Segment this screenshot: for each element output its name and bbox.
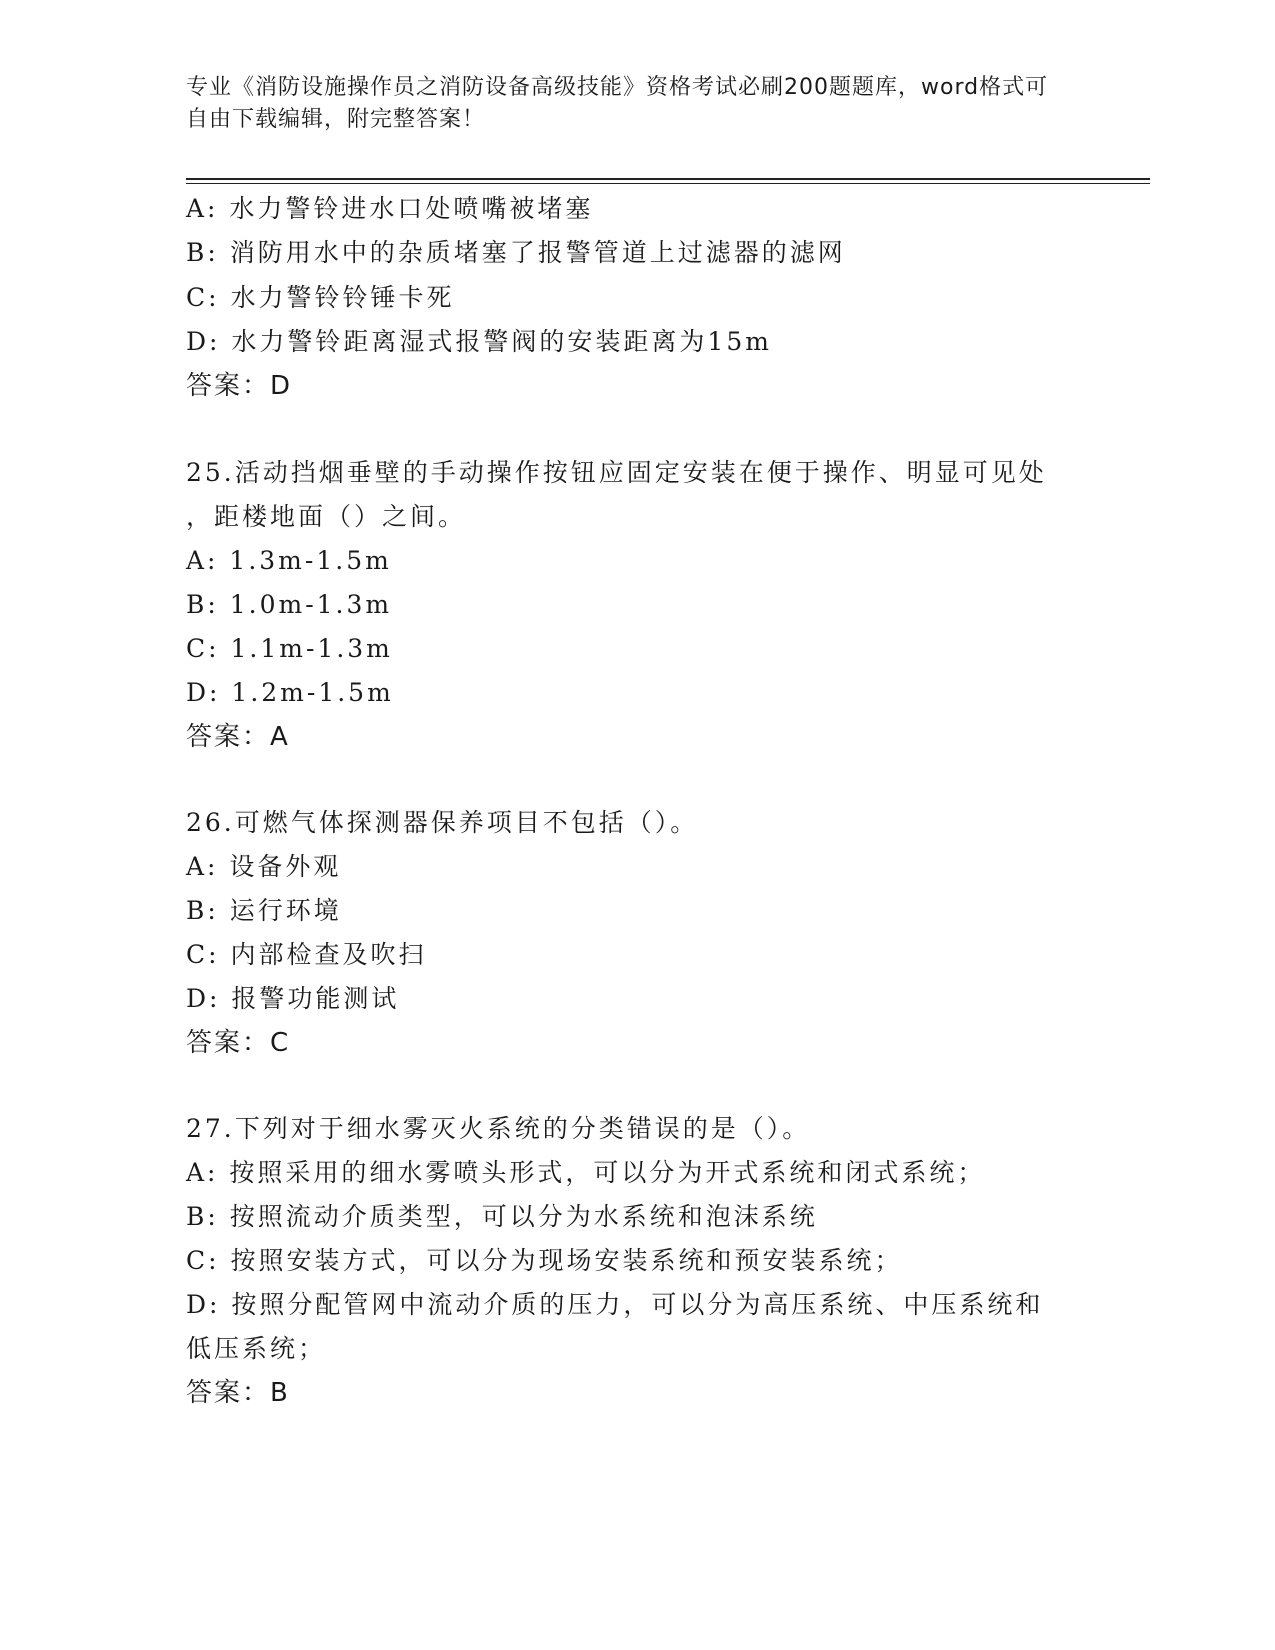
q25-option-d: D: 1.2m-1.5m xyxy=(186,678,394,707)
q26-option-a: A: 设备外观 xyxy=(186,852,342,881)
header-rule-thin xyxy=(186,183,1150,184)
q27-option-d-continued: 低压系统； xyxy=(186,1334,327,1363)
q25-answer: 答案：A xyxy=(186,722,290,752)
q27-option-a: A: 按照采用的细水雾喷头形式，可以分为开式系统和闭式系统； xyxy=(186,1158,986,1187)
q25-stem-line1: 25.活动挡烟垂壁的手动操作按钮应固定安装在便于操作、明显可见处 xyxy=(186,458,1047,487)
q26-option-d: D: 报警功能测试 xyxy=(186,984,400,1013)
q24-answer: 答案：D xyxy=(186,371,293,401)
q27-answer: 答案：B xyxy=(186,1378,290,1408)
q27-option-c: C: 按照安装方式，可以分为现场安装系统和预安装系统； xyxy=(186,1246,903,1275)
q26-stem: 26.可燃气体探测器保养项目不包括（）。 xyxy=(186,808,699,837)
q26-answer: 答案：C xyxy=(186,1028,291,1058)
q26-option-c: C: 内部检查及吹扫 xyxy=(186,940,427,969)
q26-option-b: B: 运行环境 xyxy=(186,896,342,925)
q27-option-b: B: 按照流动介质类型，可以分为水系统和泡沫系统 xyxy=(186,1202,818,1231)
q24-option-d: D: 水力警铃距离湿式报警阀的安装距离为15m xyxy=(186,327,772,356)
q27-stem: 27.下列对于细水雾灭火系统的分类错误的是（）。 xyxy=(186,1114,811,1143)
q24-option-b: B: 消防用水中的杂质堵塞了报警管道上过滤器的滤网 xyxy=(186,238,846,267)
header-rule-thick xyxy=(186,178,1150,180)
q27-option-d: D: 按照分配管网中流动介质的压力，可以分为高压系统、中压系统和 xyxy=(186,1290,1044,1319)
q25-option-b: B: 1.0m-1.3m xyxy=(186,590,393,619)
q25-option-a: A: 1.3m-1.5m xyxy=(186,546,392,575)
q25-stem-line2: ，距楼地面（）之间。 xyxy=(186,502,467,531)
q25-option-c: C: 1.1m-1.3m xyxy=(186,634,393,663)
q24-option-a: A: 水力警铃进水口处喷嘴被堵塞 xyxy=(186,194,594,223)
document-header: 专业《消防设施操作员之消防设备高级技能》资格考试必刷200题题库，word格式可自由下载编辑，附完整答案！ xyxy=(186,75,1049,132)
q24-option-c: C: 水力警铃铃锤卡死 xyxy=(186,283,455,312)
